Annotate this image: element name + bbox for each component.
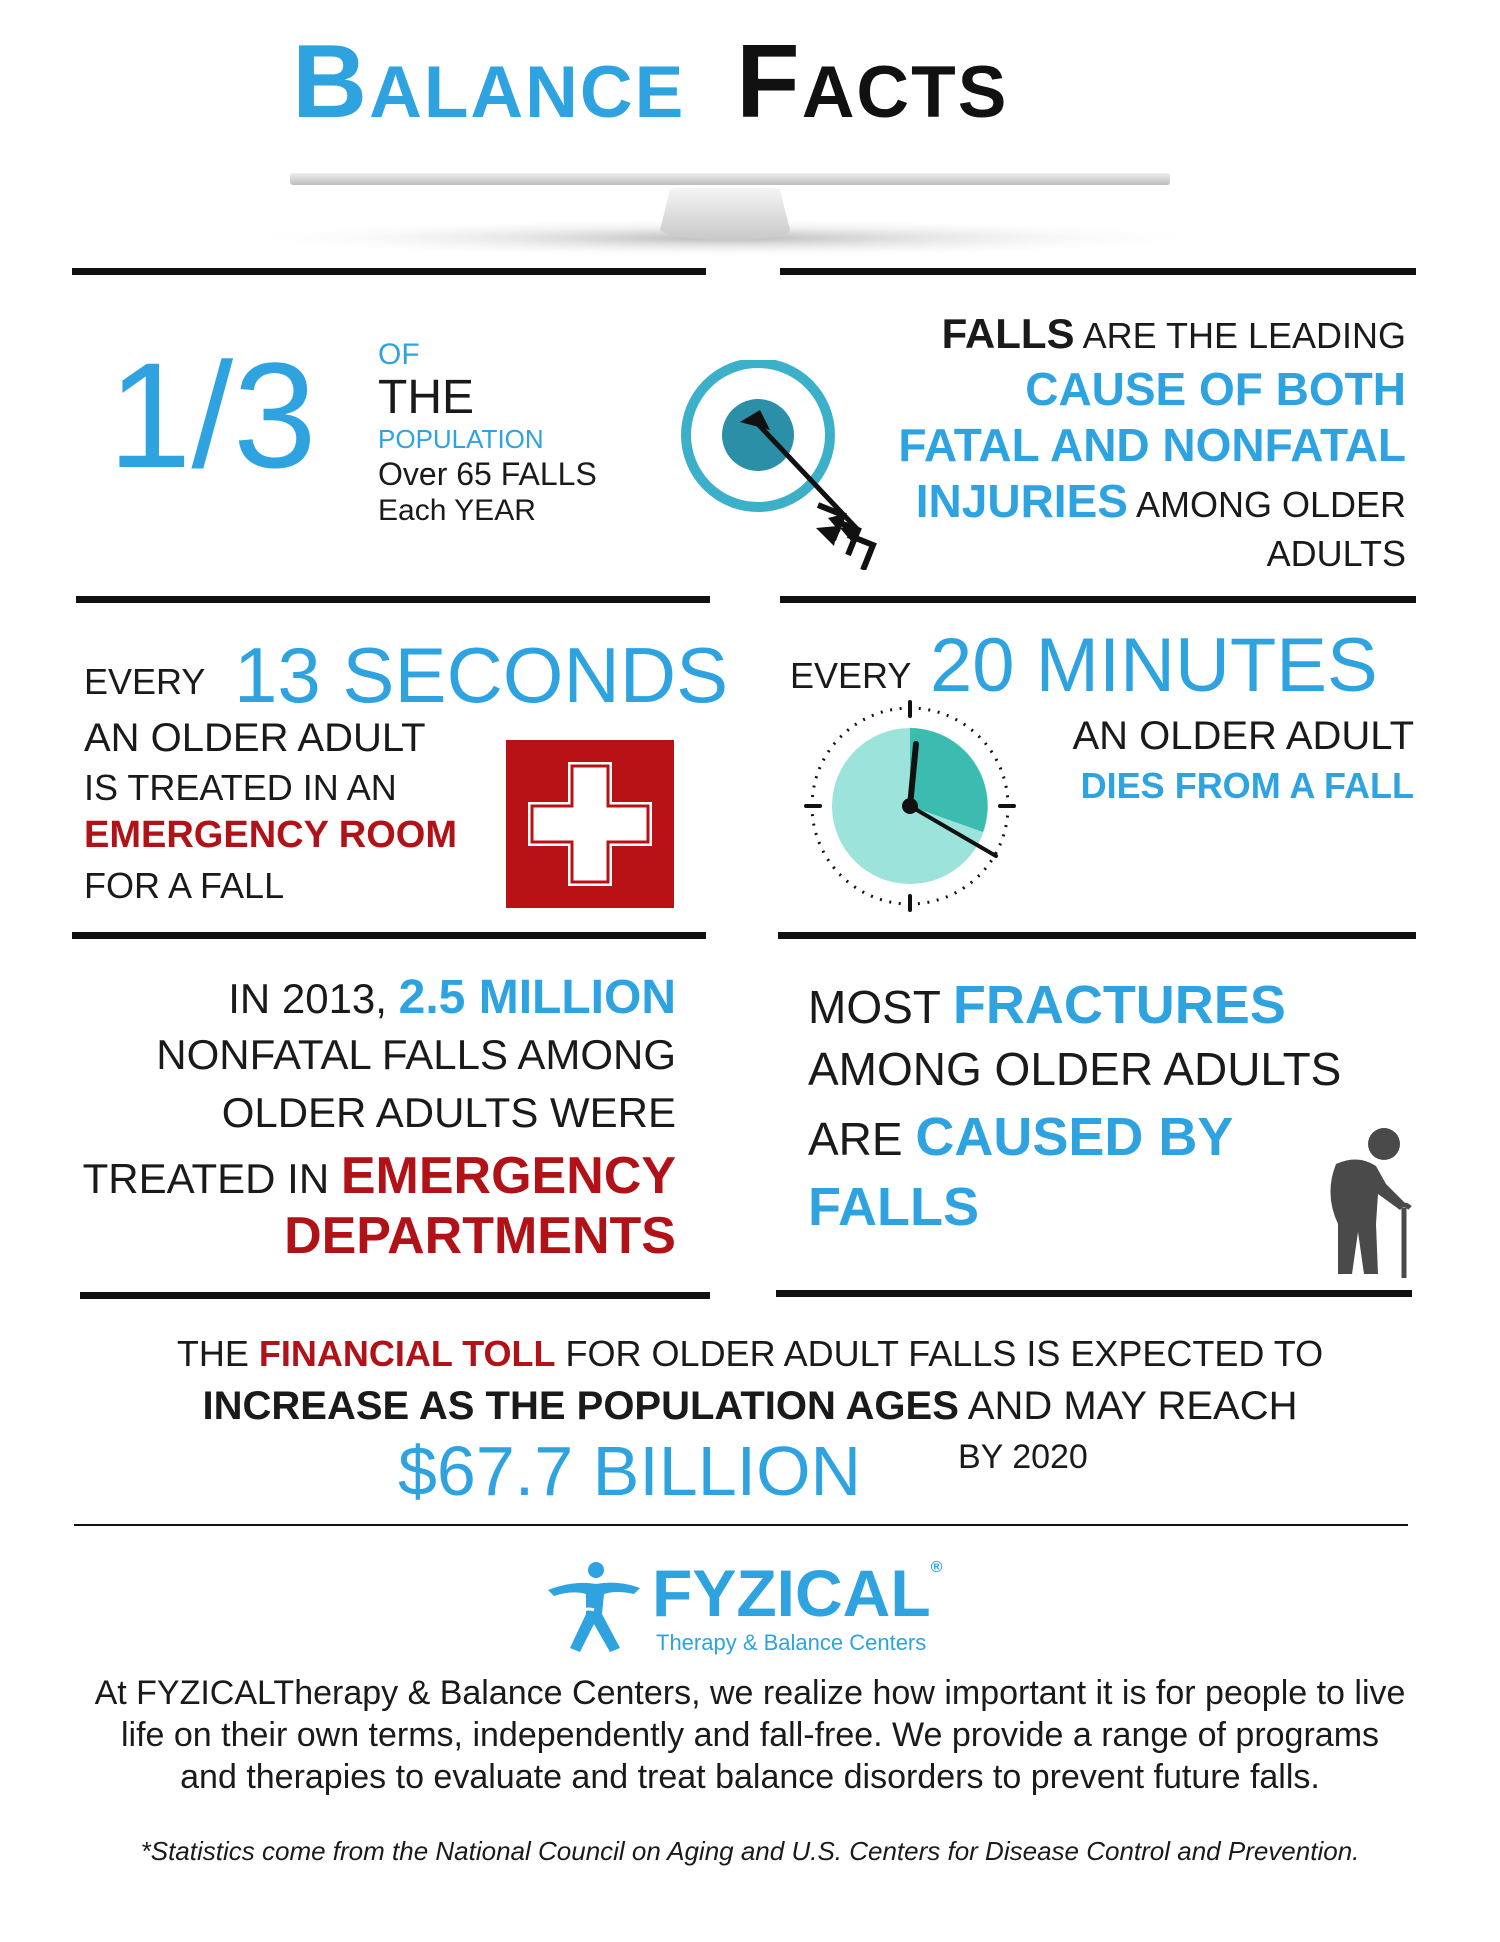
- fact-seconds-line1: AN OLDER ADULT: [84, 716, 426, 760]
- about-line2: life on their own terms, independently and fall-free. We provide a range of programs: [120, 1716, 1380, 1754]
- about-line3: and therapies to evaluate and treat balance disorders to prevent future falls.: [180, 1758, 1320, 1796]
- fact-falls-fatal: FATAL AND NONFATAL: [898, 419, 1406, 471]
- fact-million-treated: TREATED IN: [82, 1155, 330, 1202]
- page-title: [292, 24, 1009, 140]
- fact-fractures-caused: CAUSED BY: [915, 1107, 1234, 1167]
- fact-falls-adults: ADULTS: [1266, 533, 1406, 574]
- medical-cross-icon: [506, 740, 674, 908]
- fact-minutes-number: 20 MINUTES: [930, 623, 1378, 708]
- fact-one-third-number: 1/3: [108, 331, 317, 499]
- financial-rest1: FOR OLDER ADULT FALLS IS EXPECTED TO: [565, 1333, 1324, 1374]
- fact-fractures-line1: AMONG OLDER ADULTS: [808, 1043, 1342, 1095]
- divider: [76, 596, 710, 603]
- fact-fractures-most: MOST: [808, 981, 941, 1033]
- fact-falls-line1: [941, 310, 1406, 357]
- fact-falls-among: AMONG OLDER: [1135, 484, 1406, 525]
- balance-scale-icon: [230, 160, 1220, 260]
- title-word-facts: Facts: [736, 24, 1009, 140]
- divider: [74, 1524, 1408, 1526]
- fact-one-third-of: OF: [378, 338, 420, 371]
- fact-million-number: 2.5 MILLION: [398, 971, 676, 1024]
- fact-one-third-line2: Each YEAR: [378, 494, 536, 527]
- fact-falls-word: FALLS: [941, 310, 1075, 357]
- fact-million-line1: NONFATAL FALLS AMONG: [156, 1031, 676, 1078]
- fact-million-year: IN 2013,: [228, 975, 387, 1022]
- financial-increase: INCREASE AS THE POPULATION AGES: [202, 1384, 959, 1428]
- fact-seconds-emergency-room: EMERGENCY ROOM: [84, 814, 458, 856]
- financial-toll: FINANCIAL TOLL: [258, 1333, 556, 1374]
- divider: [80, 1292, 710, 1299]
- divider: [778, 932, 1416, 939]
- fact-minutes-line1: AN OLDER ADULT: [1072, 714, 1414, 758]
- fact-minutes-line2: DIES FROM A FALL: [1080, 765, 1414, 806]
- fact-million-line0: [228, 971, 676, 1024]
- divider: [72, 932, 706, 939]
- fact-fractures-word: FRACTURES: [952, 975, 1286, 1035]
- financial-the: THE: [176, 1333, 249, 1374]
- divider: [776, 1290, 1412, 1297]
- fact-fractures-line2: [808, 1107, 1234, 1167]
- divider: [780, 596, 1416, 603]
- financial-rest2: AND MAY REACH: [967, 1384, 1298, 1428]
- divider: [780, 268, 1416, 275]
- fact-seconds-number: 13 SECONDS: [234, 631, 729, 719]
- fact-minutes-every: EVERY: [790, 655, 912, 696]
- financial-line2: [0, 1386, 1500, 1426]
- fact-million-departments: DEPARTMENTS: [284, 1207, 676, 1265]
- fact-falls-injuries: INJURIES: [915, 475, 1128, 527]
- about-line1: At FYZICALTherapy & Balance Centers, we realize how important it is for people to live: [94, 1674, 1406, 1712]
- brand-name: [652, 1556, 943, 1630]
- financial-line1: [0, 1333, 1500, 1374]
- divider: [72, 268, 706, 275]
- target-arrow-icon: [668, 360, 898, 570]
- fact-million-line2: OLDER ADULTS WERE: [221, 1089, 676, 1136]
- fact-one-third-line1: Over 65 FALLS: [378, 456, 597, 492]
- fact-seconds-every: EVERY: [84, 661, 206, 702]
- brand-tagline: Therapy & Balance Centers: [656, 1630, 927, 1655]
- clock-icon: [800, 696, 1020, 916]
- fact-fractures-are: ARE: [808, 1113, 903, 1165]
- fact-fractures-falls: FALLS: [808, 1177, 979, 1237]
- fyzical-logo-icon: [544, 1558, 644, 1658]
- fact-one-third-the: THE: [378, 371, 474, 424]
- fact-million-emergency: EMERGENCY: [340, 1147, 676, 1205]
- title-word-balance: Balance: [292, 24, 686, 140]
- fact-seconds-line4: FOR A FALL: [84, 865, 285, 906]
- financial-amount: $67.7 BILLION: [398, 1432, 862, 1510]
- fact-million-line3: [82, 1147, 676, 1205]
- fact-fractures-line0: [808, 975, 1286, 1035]
- fact-one-third-population: POPULATION: [378, 424, 544, 454]
- brand-name-text: FYZICAL: [652, 1556, 931, 1630]
- brand-registered: ®: [930, 1559, 943, 1576]
- elderly-cane-icon: [1298, 1124, 1418, 1284]
- fact-falls-cause: CAUSE OF BOTH: [1025, 363, 1406, 415]
- fact-falls-line4: [915, 475, 1406, 527]
- fact-falls-leading: ARE THE LEADING: [1082, 315, 1406, 356]
- financial-by: BY 2020: [958, 1438, 1088, 1476]
- source-note: *Statistics come from the National Council on Aging and U.S. Centers for Disease Control and Prevention.: [140, 1836, 1360, 1866]
- fact-seconds-line2: IS TREATED IN AN: [84, 767, 397, 808]
